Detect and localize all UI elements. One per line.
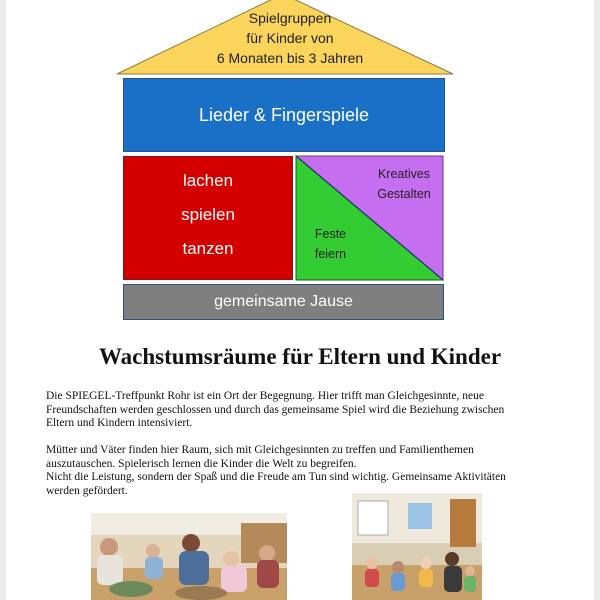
- activities-box: [123, 156, 293, 280]
- activity-label: spielen: [181, 205, 235, 224]
- paragraph-line: Die SPIEGEL-Treffpunkt Rohr ist ein Ort der Begegnung. Hier trifft man Gleichgesinnte, neue: [46, 390, 484, 402]
- creative-line: Kreatives: [377, 167, 431, 181]
- roof-line: Spielgruppen: [248, 10, 332, 26]
- creative-line: Gestalten: [377, 187, 431, 201]
- roof-text: [180, 8, 400, 68]
- playroom-photo-image: [352, 493, 482, 600]
- songs-band-label: Lieder & Fingerspiele: [198, 104, 370, 125]
- roof-line: 6 Monaten bis 3 Jahren: [216, 50, 364, 66]
- paragraph-line: Freundschaften werden geschlossen und durch das gemeinsame Spiel wird die Beziehung zwischen: [46, 403, 505, 416]
- parents-paragraph: [46, 444, 556, 471]
- paragraph-line: werden gefördert.: [46, 484, 128, 497]
- songs-band: [123, 78, 445, 152]
- activity-label: tanzen: [182, 239, 234, 258]
- group-photo: [91, 513, 287, 600]
- celebrate-line: Feste: [314, 227, 347, 241]
- playroom-photo: [352, 493, 482, 600]
- roof-line: für Kinder von: [246, 30, 334, 46]
- paragraph-line: Eltern und Kindern intensiviert.: [46, 417, 193, 430]
- paragraph-line: Nicht die Leistung, sondern der Spaß und die Freude am Tun sind wichtig. Gemeinsame Aktivitäten: [46, 471, 506, 483]
- activity-label: lachen: [182, 171, 234, 190]
- celebrate-label: [303, 224, 358, 264]
- creative-label: [364, 164, 444, 204]
- celebrate-line: feiern: [314, 247, 347, 261]
- group-photo-image: [91, 513, 287, 600]
- snack-band-label: gemeinsame Jause: [214, 293, 353, 310]
- paragraph-line: auszutauschen. Spielerisch lernen die Kinder die Welt zu begreifen.: [46, 457, 357, 470]
- page-title: Wachstumsräume für Eltern und Kinder: [98, 344, 502, 369]
- intro-paragraph: [46, 390, 556, 431]
- paragraph-line: Mütter und Väter finden hier Raum, sich mit Gleichgesinnten zu treffen und Familienthemen: [46, 444, 474, 456]
- snack-band: [123, 284, 444, 320]
